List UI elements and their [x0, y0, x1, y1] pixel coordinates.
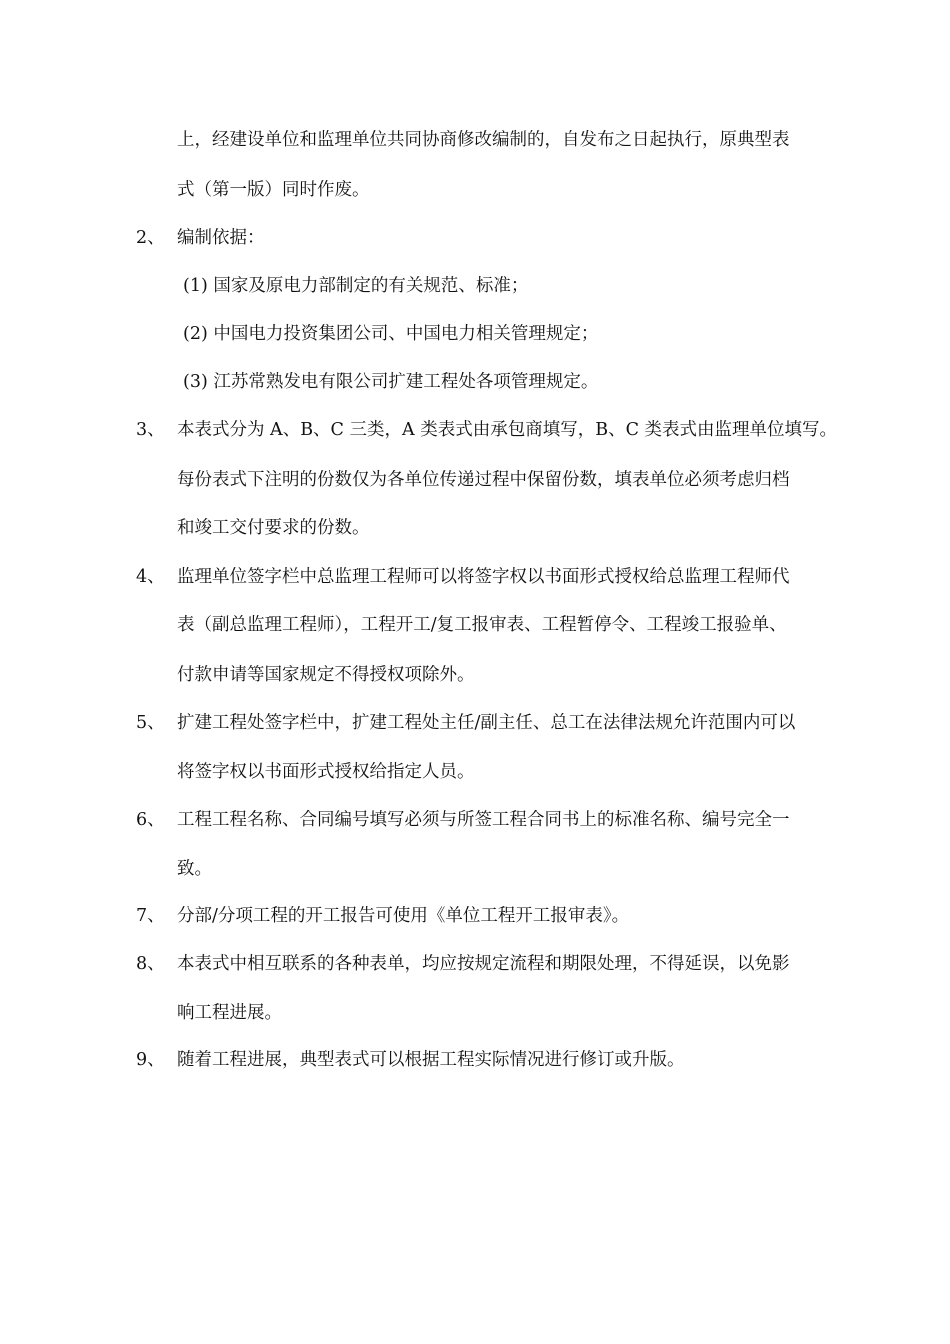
item-number: 9、	[136, 1050, 165, 1070]
text-line: 将签字权以书面形式授权给指定人员。	[177, 762, 475, 782]
item-number: 2、	[136, 228, 165, 248]
item-number: 4、	[136, 567, 165, 587]
text-line: 和竣工交付要求的份数。	[177, 518, 370, 538]
item-number: 6、	[136, 810, 165, 830]
sub-item: (3) 江苏常熟发电有限公司扩建工程处各项管理规定。	[183, 372, 599, 392]
sub-item: (1) 国家及原电力部制定的有关规范、标准；	[183, 276, 529, 296]
text-line: 扩建工程处签字栏中，扩建工程处主任/副主任、总工在法律法规允许范围内可以	[177, 713, 796, 733]
text-line: 响工程进展。	[177, 1003, 282, 1023]
text-line: 致。	[177, 859, 212, 879]
item-number: 5、	[136, 713, 165, 733]
text-line: 编制依据：	[177, 228, 265, 248]
sub-item: (2) 中国电力投资集团公司、中国电力相关管理规定；	[183, 324, 599, 344]
item-number: 8、	[136, 954, 165, 974]
text-line: 付款申请等国家规定不得授权项除外。	[177, 665, 475, 685]
text-line: 监理单位签字栏中总监理工程师可以将签字权以书面形式授权给总监理工程师代	[177, 567, 790, 587]
text-line: 表（副总监理工程师），工程开工/复工报审表、工程暂停令、工程竣工报验单、	[177, 615, 787, 635]
text-line: 本表式中相互联系的各种表单，均应按规定流程和期限处理，不得延误，以免影	[177, 954, 790, 974]
item-number: 3、	[136, 420, 165, 440]
text-line: 工程工程名称、合同编号填写必须与所签工程合同书上的标准名称、编号完全一	[177, 810, 790, 830]
text-line: 分部/分项工程的开工报告可使用《单位工程开工报审表》。	[177, 906, 630, 926]
text-line: 每份表式下注明的份数仅为各单位传递过程中保留份数，填表单位必须考虑归档	[177, 470, 790, 490]
item-number: 7、	[136, 906, 165, 926]
text-line: 式（第一版）同时作废。	[177, 180, 370, 200]
text-line: 上，经建设单位和监理单位共同协商修改编制的，自发布之日起执行，原典型表	[177, 130, 790, 150]
text-line: 本表式分为 A、B、C 三类，A 类表式由承包商填写，B、C 类表式由监理单位填写。	[177, 420, 838, 440]
text-line: 随着工程进展，典型表式可以根据工程实际情况进行修订或升版。	[177, 1050, 685, 1070]
